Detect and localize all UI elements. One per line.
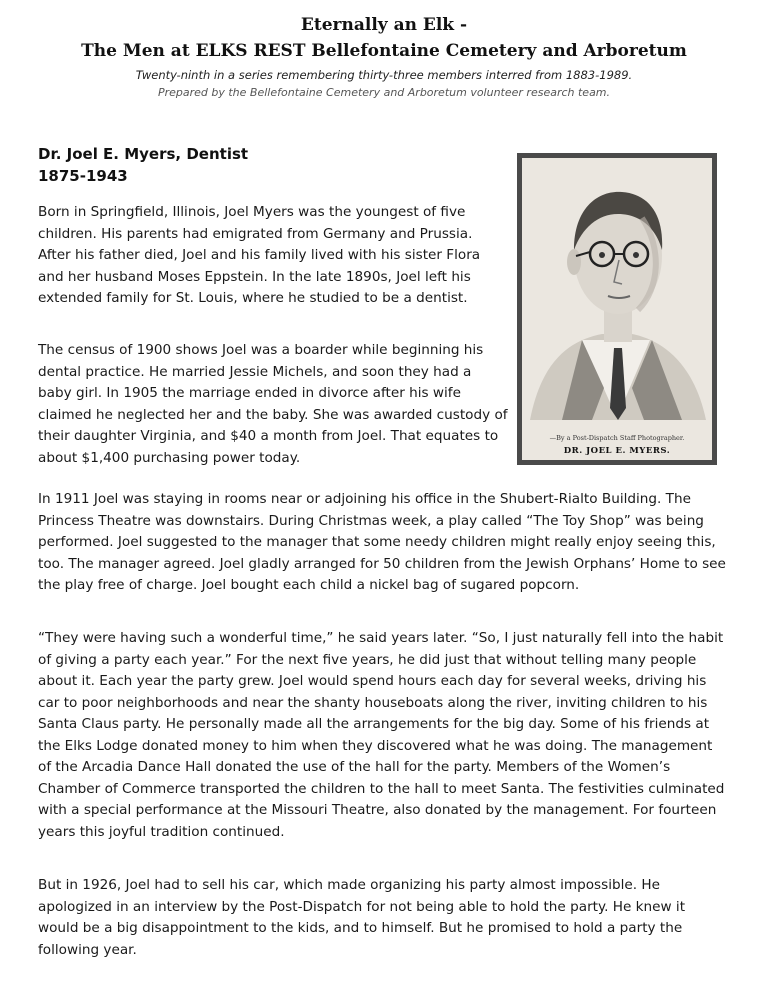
photo-caption: DR. JOEL E. MYERS.	[563, 446, 671, 456]
subject-name: Dr. Joel E. Myers, Dentist	[38, 145, 249, 163]
biography-paragraph: Born in Springfield, Illinois, Joel Myers was the youngest of five children. His parents had emigrated from Germany and Prussia. After his father died, Joel and his family lived with his sister Flora and her husband Moses Eppstein. In the late 1890s, Joel left his extended family for St. Louis, where he studied to be a dentist.	[38, 204, 481, 306]
document-title-line2: The Men at ELKS REST Bellefontaine Cemetery and Arboretum	[81, 41, 687, 61]
biography-paragraph: In 1911 Joel was staying in rooms near or adjoining his office in the Shubert-Rialto Building. The Princess Theatre was downstairs. During Christmas week, a play called “The Toy Shop” was being performed. Joel suggested to the manager that some needy children might really enjoy seeing this, too. The manager agreed. Joel gladly arranged for 50 children from the Jewish Orphans’ Home to see the play free of charge. Joel bought each child a nickel bag of sugared popcorn.	[38, 491, 726, 593]
portrait-illustration	[522, 158, 712, 460]
portrait-photo	[517, 153, 717, 465]
photo-credit: —By a Post-Dispatch Staff Photographer.	[549, 434, 685, 442]
biography-paragraph: The census of 1900 shows Joel was a boarder while beginning his dental practice. He married Jessie Michels, and soon they had a baby girl. In 1905 the marriage ended in divorce after his wife claimed he neglected her and the baby. She was awarded custody of their daughter Virginia, and $40 a month from Joel. That equates to about $1,400 purchasing power today.	[38, 342, 508, 466]
prepared-by-note: Prepared by the Bellefontaine Cemetery and Arboretum volunteer research team.	[157, 86, 611, 99]
document-title-line1: Eternally an Elk -	[300, 15, 468, 35]
subject-years: 1875-1943	[38, 167, 128, 185]
portrait-image	[522, 158, 712, 460]
document-header	[0, 12, 768, 101]
biography-paragraph: “They were having such a wonderful time,” he said years later. “So, I just naturally fell into the habit of giving a party each year.” For the next five years, he did just that without telling many people about it. Each year the party grew. Joel would spend hours each day for several weeks, driving his car to poor neighborhoods and near the shanty houseboats along the river, inviting children to his Santa Claus party. He personally made all the arrangements for the big day. Some of his friends at the Elks Lodge donated money to him when they discovered what he was doing. The management of the Arcadia Dance Hall donated the use of the hall for the party. Members of the Women’s Chamber of Commerce transported the children to the hall to meet Santa. The festivities culminated with a special performance at the Missouri Theatre, also donated by the management. For fourteen years this joyful tradition continued.	[38, 630, 725, 840]
subject-heading	[38, 143, 508, 187]
series-subtitle: Twenty-ninth in a series remembering thirty-three members interred from 1883-1989.	[135, 68, 633, 82]
biography-paragraph: But in 1926, Joel had to sell his car, which made organizing his party almost impossible. He apologized in an interview by the Post-Dispatch for not being able to hold the party. He knew it would be a big disappointment to the kids, and to himself. But he promised to hold a party the following year.	[38, 877, 686, 958]
